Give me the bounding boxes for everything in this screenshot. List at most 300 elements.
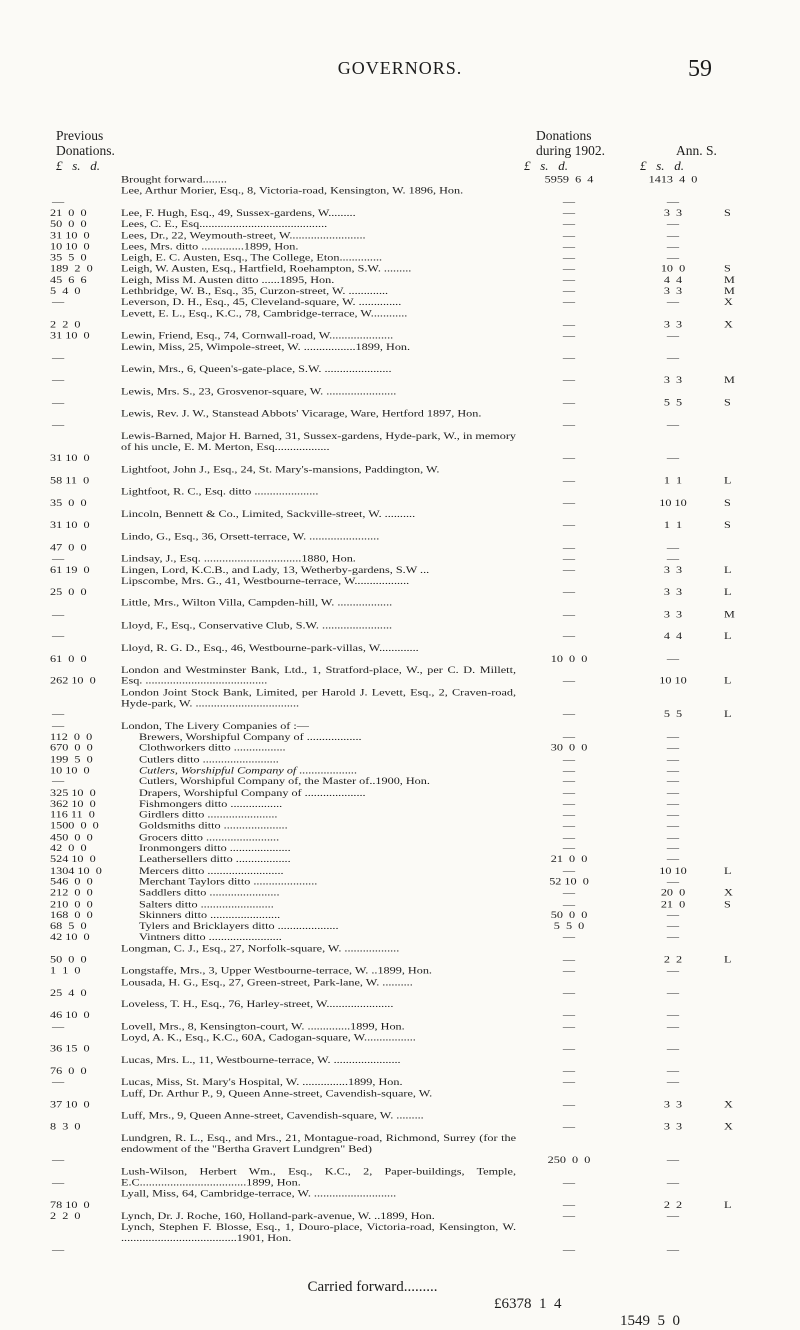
donor-row: [0, 999, 800, 1021]
donor-description: Lingen, Lord, K.C.B., and Lady, 13, Wetherby-gardens, S.W ...: [121, 564, 430, 575]
donation-1902: —: [562, 240, 576, 252]
donor-row: [0, 341, 800, 363]
donor-row: [0, 854, 800, 865]
annual-subscription: 3 3: [663, 564, 683, 575]
donation-1902: 52 10 0: [549, 876, 589, 887]
donor-description: London and Westminster Bank, Ltd., 1, Stratford-place, W., per C. D. Millett, Esq. ........................................: [121, 664, 516, 687]
donor-row: [0, 597, 800, 619]
donation-1902: —: [562, 864, 576, 876]
donation-1902: —: [562, 1065, 576, 1077]
annual-subscription: —: [666, 987, 680, 999]
donor-row: [0, 765, 800, 776]
donation-1902: 10 0 0: [550, 653, 588, 665]
annual-subscription: 2 2: [663, 954, 683, 965]
donor-row: [0, 1077, 800, 1088]
donation-1902: —: [562, 1210, 576, 1222]
previous-donation: —: [52, 1076, 65, 1088]
donation-1902: —: [562, 218, 576, 230]
previous-donation: 199 5 0: [50, 753, 93, 765]
units-right: £ s. d.: [640, 158, 685, 173]
annual-subscription: —: [666, 1154, 680, 1166]
donor-row: [0, 1166, 800, 1188]
donation-1902: —: [562, 229, 576, 241]
annual-subscription: —: [666, 296, 680, 308]
donor-row: [0, 642, 800, 664]
donor-row: [0, 798, 800, 809]
donation-1902: 5 5 0: [553, 920, 585, 932]
donor-description: Lees, Mrs. ditto ..............1899, Hon.: [121, 240, 299, 252]
previous-donation: 189 2 0: [50, 263, 93, 275]
annual-subscription: 3 3: [663, 374, 683, 386]
carried-forward: [300, 1262, 680, 1330]
donor-row: [0, 252, 800, 263]
annual-subscription: —: [666, 1065, 680, 1077]
donor-description: Lynch, Stephen F. Blosse, Esq., 1, Douro-place, Victoria-road, Kensington, W. ......................................1901, Hon.: [121, 1221, 516, 1244]
annual-subscription: 3 3: [663, 285, 683, 297]
annual-subscription: —: [666, 853, 680, 865]
previous-donation: —: [52, 608, 65, 620]
donor-row: [0, 620, 800, 642]
donation-1902: —: [562, 731, 576, 743]
previous-donation: 50 0 0: [50, 954, 87, 965]
annual-subscription: 20 0: [660, 887, 686, 899]
previous-donation: —: [52, 419, 65, 431]
annual-subscription: 5 5: [663, 396, 683, 408]
donor-row: [0, 921, 800, 932]
previous-donation: —: [52, 708, 65, 720]
carried-forward-donations: £6378 1 4: [494, 1296, 562, 1312]
donor-description: Leigh, Miss M. Austen ditto ......1895, Hon.: [121, 274, 335, 286]
annual-subscription: —: [666, 753, 680, 765]
donation-1902: —: [562, 898, 576, 910]
previous-donation: 325 10 0: [50, 786, 96, 798]
donation-1902: —: [562, 541, 576, 553]
donation-1902: —: [562, 352, 576, 364]
donation-1902: —: [562, 586, 576, 598]
previous-donation: 31 10 0: [50, 330, 90, 341]
donation-1902: —: [562, 1043, 576, 1055]
annual-subscription: 3 3: [663, 1121, 683, 1133]
donation-1902: —: [562, 207, 576, 219]
annual-subscription-heading: Ann. S.: [676, 143, 717, 158]
subscription-class: S: [724, 207, 731, 219]
subscription-class: S: [724, 519, 731, 531]
subscription-class: M: [724, 274, 735, 286]
annual-subscription: 1413 4 0: [648, 174, 698, 185]
donor-description: Lindsay, J., Esq. ................................1880, Hon.: [121, 552, 356, 564]
page-number: 59: [688, 56, 712, 82]
donor-description: Leigh, W. Austen, Esq., Hartfield, Roehampton, S.W. .........: [121, 263, 412, 275]
donation-1902: —: [562, 452, 576, 464]
donor-row: [0, 731, 800, 742]
annual-subscription: 10 10: [659, 497, 687, 509]
donor-row: [0, 274, 800, 285]
carried-forward-annual: 1549 5 0: [620, 1313, 680, 1329]
donor-row: [0, 820, 800, 831]
donor-row: [0, 965, 800, 976]
page-header: [0, 58, 800, 88]
donor-row: [0, 976, 800, 998]
annual-subscription: —: [666, 452, 680, 464]
donor-description: Lundgren, R. L., Esq., and Mrs., 21, Montague-road, Richmond, Surrey (for the endowment of the "Bertha Gravert Lundgren" Bed): [121, 1132, 516, 1155]
donation-1902: —: [562, 564, 576, 575]
donor-description: Brewers, Worshipful Company of ..................: [139, 731, 362, 743]
previous-donation: —: [52, 775, 65, 787]
previous-donation: 210 0 0: [50, 898, 93, 910]
annual-subscription: 3 3: [663, 608, 683, 620]
donation-1902: —: [562, 474, 576, 486]
donor-description: Drapers, Worshipful Company of ....................: [139, 786, 366, 798]
donation-1902: —: [562, 630, 576, 642]
previous-donation: 262 10 0: [50, 675, 96, 687]
annual-subscription: —: [666, 764, 680, 776]
subscription-class: L: [724, 630, 732, 642]
donor-description: Skinners ditto .......................: [139, 909, 281, 921]
annual-subscription: 4 4: [663, 630, 683, 642]
donor-description: Lewis, Mrs. S., 23, Grosvenor-square, W. .......................: [121, 385, 397, 397]
donation-1902: —: [562, 987, 576, 999]
donor-description: Lewin, Miss, 25, Wimpole-street, W. .................1899, Hon.: [121, 341, 411, 353]
previous-donation: 524 10 0: [50, 853, 96, 865]
donor-description: Goldsmiths ditto .....................: [139, 820, 288, 832]
annual-subscription: —: [666, 920, 680, 932]
annual-subscription: —: [666, 965, 680, 977]
subscription-class: L: [724, 708, 732, 720]
annual-subscription: —: [666, 252, 680, 263]
donor-description: Cutlers, Worshipful Company of ...................: [139, 764, 358, 776]
annual-subscription: —: [666, 831, 680, 843]
donor-row: [0, 1132, 800, 1165]
subscription-class: L: [724, 474, 732, 486]
donor-row: [0, 464, 800, 486]
previous-donation: 78 10 0: [50, 1199, 90, 1211]
donor-row: [0, 241, 800, 252]
donor-row: [0, 430, 800, 463]
annual-subscription: —: [666, 876, 680, 887]
donation-1902: —: [562, 820, 576, 832]
donor-row: [0, 787, 800, 798]
donor-row: [0, 664, 800, 686]
page-title: GOVERNORS.: [337, 58, 463, 78]
donor-row: [0, 408, 800, 430]
units-left: £ s. d.: [56, 158, 101, 173]
previous-donation: 31 10 0: [50, 519, 90, 531]
annual-subscription: 10 0: [660, 263, 686, 275]
donor-description: Loveless, T. H., Esq., 76, Harley-street, W......................: [121, 998, 394, 1010]
previous-donation: 1 1 0: [50, 965, 81, 977]
donor-row: [0, 898, 800, 909]
donation-1902: —: [562, 608, 576, 620]
annual-subscription: —: [666, 731, 680, 743]
donation-1902: —: [562, 764, 576, 776]
subscription-class: X: [724, 1121, 733, 1133]
donor-description: Luff, Dr. Arthur P., 9, Queen Anne-street, Cavendish-square, W.: [121, 1087, 433, 1099]
donation-1902: —: [562, 1199, 576, 1211]
previous-donation: —: [52, 630, 65, 642]
donor-row: [0, 185, 800, 207]
annual-subscription: —: [666, 229, 680, 241]
donor-description: Lloyd, R. G. D., Esq., 46, Westbourne-park-villas, W.............: [121, 642, 419, 653]
previous-donation: 2 2 0: [50, 1210, 81, 1222]
subscription-class: M: [724, 608, 735, 620]
donor-row: [0, 887, 800, 898]
annual-subscription: —: [666, 742, 680, 754]
donor-description: Tylers and Bricklayers ditto ....................: [139, 920, 339, 932]
subscription-class: X: [724, 1098, 733, 1110]
donor-row: [0, 1210, 800, 1221]
previous-donation: 450 0 0: [50, 831, 93, 843]
annual-subscription: 21 0: [660, 898, 686, 910]
donor-row: [0, 1021, 800, 1032]
donor-description: Leigh, E. C. Austen, Esq., The College, Eton..............: [121, 252, 383, 263]
annual-subscription: —: [666, 820, 680, 832]
donor-row: [0, 910, 800, 921]
previous-donation: —: [52, 720, 65, 731]
donation-1902: —: [562, 1176, 576, 1188]
donor-description: Lincoln, Bennett & Co., Limited, Sackville-street, W. ..........: [121, 508, 416, 520]
donor-row: [0, 308, 800, 330]
annual-subscription: 2 2: [663, 1199, 683, 1211]
donation-1902: —: [562, 552, 576, 564]
donor-description: Lipscombe, Mrs. G., 41, Westbourne-terrace, W..................: [121, 575, 410, 587]
donor-row: [0, 297, 800, 308]
donor-description: Lindo, G., Esq., 36, Orsett-terrace, W. .......................: [121, 530, 380, 542]
donor-description: Cutlers ditto .........................: [139, 753, 279, 765]
donor-description: Lightfoot, John J., Esq., 24, St. Mary's-mansions, Paddington, W.: [121, 463, 440, 475]
donation-1902: —: [562, 1243, 576, 1255]
donation-1902: 30 0 0: [550, 742, 588, 754]
previous-donation: 61 0 0: [50, 653, 87, 665]
donation-1902: —: [562, 753, 576, 765]
previous-donation: 58 11 0: [50, 474, 90, 486]
donor-row: [0, 1054, 800, 1076]
donor-row: [0, 1032, 800, 1054]
donation-1902: —: [562, 775, 576, 787]
annual-subscription: —: [666, 786, 680, 798]
donor-description: Brought forward........: [121, 174, 227, 185]
annual-subscription: —: [666, 931, 680, 943]
annual-subscription: —: [666, 909, 680, 921]
donation-1902: —: [562, 1121, 576, 1133]
previous-donation: —: [52, 196, 65, 208]
annual-subscription: —: [666, 240, 680, 252]
donor-description: Longstaffe, Mrs., 3, Upper Westbourne-terrace, W. ..1899, Hon.: [121, 965, 432, 977]
units-middle: £ s. d.: [524, 158, 569, 173]
annual-subscription: —: [666, 541, 680, 553]
donor-row: [0, 285, 800, 296]
donation-1902: 250 0 0: [547, 1154, 591, 1166]
donation-1902: —: [562, 831, 576, 843]
donation-1902: —: [562, 809, 576, 821]
previous-donation: —: [52, 1176, 65, 1188]
donation-1902: —: [562, 1076, 576, 1088]
donation-1902: —: [562, 419, 576, 431]
donor-row: [0, 553, 800, 564]
donation-1902: —: [562, 296, 576, 308]
donor-row: [0, 564, 800, 575]
previous-donation: 25 4 0: [50, 987, 87, 999]
donor-description: Lewin, Mrs., 6, Queen's-gate-place, S.W. ......................: [121, 363, 392, 375]
donor-description: Lee, Arthur Morier, Esq., 8, Victoria-road, Kensington, W. 1896, Hon.: [121, 185, 464, 197]
donation-1902: —: [562, 196, 576, 208]
subscription-class: S: [724, 497, 731, 509]
donor-description: Lucas, Miss, St. Mary's Hospital, W. ...............1899, Hon.: [121, 1076, 403, 1088]
donor-row: [0, 575, 800, 597]
subscription-class: L: [724, 864, 732, 876]
previous-donation: 42 10 0: [50, 931, 90, 943]
subscription-class: X: [724, 318, 733, 330]
previous-donation: —: [52, 374, 65, 386]
annual-subscription: 1 1: [663, 474, 683, 486]
donor-row: [0, 263, 800, 274]
annual-subscription: 10 10: [659, 864, 687, 876]
previous-donation: 670 0 0: [50, 742, 93, 754]
donor-row: [0, 831, 800, 842]
donor-row: [0, 174, 800, 185]
annual-subscription: —: [666, 1243, 680, 1255]
donation-1902: —: [562, 1020, 576, 1032]
donor-description: Lewin, Friend, Esq., 74, Cornwall-road, W.....................: [121, 330, 394, 341]
carried-forward-label: Carried forward.........: [307, 1279, 438, 1295]
donation-1902: 21 0 0: [550, 853, 588, 865]
donor-row: [0, 363, 800, 385]
donation-1902: —: [562, 965, 576, 977]
donor-description: Lucas, Mrs. L., 11, Westbourne-terrace, W. ......................: [121, 1054, 401, 1066]
donor-row: [0, 219, 800, 230]
annual-subscription: 3 3: [663, 207, 683, 219]
annual-subscription: —: [666, 1043, 680, 1055]
annual-subscription: —: [666, 809, 680, 821]
donor-row: [0, 865, 800, 876]
previous-donation: 68 5 0: [50, 920, 87, 932]
donation-1902: —: [562, 263, 576, 275]
donation-1902: —: [562, 318, 576, 330]
annual-subscription: —: [666, 196, 680, 208]
donor-row: [0, 776, 800, 787]
donor-row: [0, 207, 800, 218]
subscription-class: S: [724, 898, 731, 910]
donation-1902: —: [562, 1009, 576, 1021]
donor-description: Cutlers, Worshipful Company of, the Master of..1900, Hon.: [139, 775, 430, 787]
donation-1902: —: [562, 374, 576, 386]
subscription-class: S: [724, 396, 731, 408]
previous-donation: 8 3 0: [50, 1121, 81, 1133]
donation-1902: —: [562, 274, 576, 286]
donor-description: London, The Livery Companies of :—: [121, 720, 309, 731]
donor-description: Ironmongers ditto ....................: [139, 842, 291, 854]
previous-donation: 37 10 0: [50, 1098, 90, 1110]
previous-donation: 35 5 0: [50, 252, 87, 263]
donor-description: Clothworkers ditto .................: [139, 742, 286, 754]
annual-subscription: 10 10: [659, 675, 687, 687]
donation-1902: —: [562, 285, 576, 297]
previous-donation: 21 0 0: [50, 207, 87, 219]
donor-description: Merchant Taylors ditto .....................: [139, 876, 318, 887]
donation-1902: —: [562, 708, 576, 720]
subscription-class: L: [724, 586, 732, 598]
previous-donation: —: [52, 352, 65, 364]
previous-donation: 61 19 0: [50, 564, 90, 575]
donation-1902: —: [562, 396, 576, 408]
annual-subscription: 4 4: [663, 274, 683, 286]
donation-1902: —: [562, 842, 576, 854]
donor-row: [0, 809, 800, 820]
donor-row: [0, 876, 800, 887]
donor-description: Luff, Mrs., 9, Queen Anne-street, Cavendish-square, W. .........: [121, 1110, 424, 1121]
previous-donation: 47 0 0: [50, 541, 87, 553]
donor-row: [0, 486, 800, 508]
annual-subscription: 1 1: [663, 519, 683, 531]
annual-subscription: —: [666, 1176, 680, 1188]
annual-subscription: —: [666, 1020, 680, 1032]
donation-1902: —: [562, 252, 576, 263]
donor-row: [0, 943, 800, 965]
donation-1902: —: [562, 887, 576, 899]
donor-row: [0, 843, 800, 854]
previous-donation: —: [52, 1154, 65, 1166]
donor-description: Lewis, Rev. J. W., Stanstead Abbots' Vicarage, Ware, Hertford 1897, Hon.: [121, 408, 482, 419]
subscription-class: S: [724, 263, 731, 275]
donor-row: [0, 720, 800, 731]
donor-description: Little, Mrs., Wilton Villa, Campden-hill, W. ..................: [121, 597, 393, 609]
previous-donation: 362 10 0: [50, 798, 96, 809]
previous-donation: 45 6 6: [50, 274, 87, 286]
annual-subscription: 3 3: [663, 586, 683, 598]
donation-1902: —: [562, 954, 576, 965]
donor-row: [0, 932, 800, 943]
donor-description: Lightfoot, R. C., Esq. ditto .....................: [121, 486, 319, 497]
donation-1902: —: [562, 798, 576, 809]
previous-donation: 76 0 0: [50, 1065, 87, 1077]
previous-donation: 1304 10 0: [50, 864, 102, 876]
previous-donation: 116 11 0: [50, 809, 95, 821]
donor-row: [0, 508, 800, 530]
previous-donation: 35 0 0: [50, 497, 87, 509]
donation-1902: —: [562, 1098, 576, 1110]
donor-description: Lush-Wilson, Herbert Wm., Esq., K.C., 2, Paper-buildings, Temple, E.C...................................1899, Hon.: [121, 1165, 516, 1188]
previous-donation: 31 10 0: [50, 452, 90, 464]
donor-description: Mercers ditto .........................: [139, 864, 284, 876]
subscription-class: M: [724, 374, 735, 386]
previous-donation: 5 4 0: [50, 285, 81, 297]
previous-donation: 546 0 0: [50, 876, 93, 887]
annual-subscription: —: [666, 775, 680, 787]
donor-description: Leathersellers ditto ..................: [139, 853, 291, 865]
donor-description: London Joint Stock Bank, Limited, per Harold J. Levett, Esq., 2, Craven-road, Hyde-park, W. ..................................: [121, 686, 516, 709]
donor-description: Lovell, Mrs., 8, Kensington-court, W. ..............1899, Hon.: [121, 1020, 405, 1032]
previous-donation: —: [52, 1020, 65, 1032]
donor-row: [0, 531, 800, 553]
donation-1902: —: [562, 931, 576, 943]
subscription-class: X: [724, 887, 733, 899]
donor-description: Lethbridge, W. B., Esq., 35, Curzon-street, W. .............: [121, 285, 389, 297]
donor-description: Lewis-Barned, Major H. Barned, 31, Sussex-gardens, Hyde-park, W., in memory of his uncle, E. M. Merton, Esq..................: [121, 430, 516, 453]
annual-subscription: —: [666, 842, 680, 854]
annual-subscription: 5 5: [663, 708, 683, 720]
previous-donation: 42 0 0: [50, 842, 87, 854]
donor-row: [0, 687, 800, 720]
donation-1902: —: [562, 675, 576, 687]
donor-description: Loyd, A. K., Esq., K.C., 60A, Cadogan-square, W.................: [121, 1032, 416, 1043]
donation-1902: —: [562, 519, 576, 531]
donor-description: Lee, F. Hugh, Esq., 49, Sussex-gardens, W.........: [121, 207, 356, 219]
donor-row: [0, 1222, 800, 1255]
previous-donations-heading: Previous Donations.: [56, 128, 115, 158]
donation-1902: —: [562, 786, 576, 798]
previous-donation: 112 0 0: [50, 731, 93, 743]
annual-subscription: —: [666, 352, 680, 364]
annual-subscription: —: [666, 218, 680, 230]
